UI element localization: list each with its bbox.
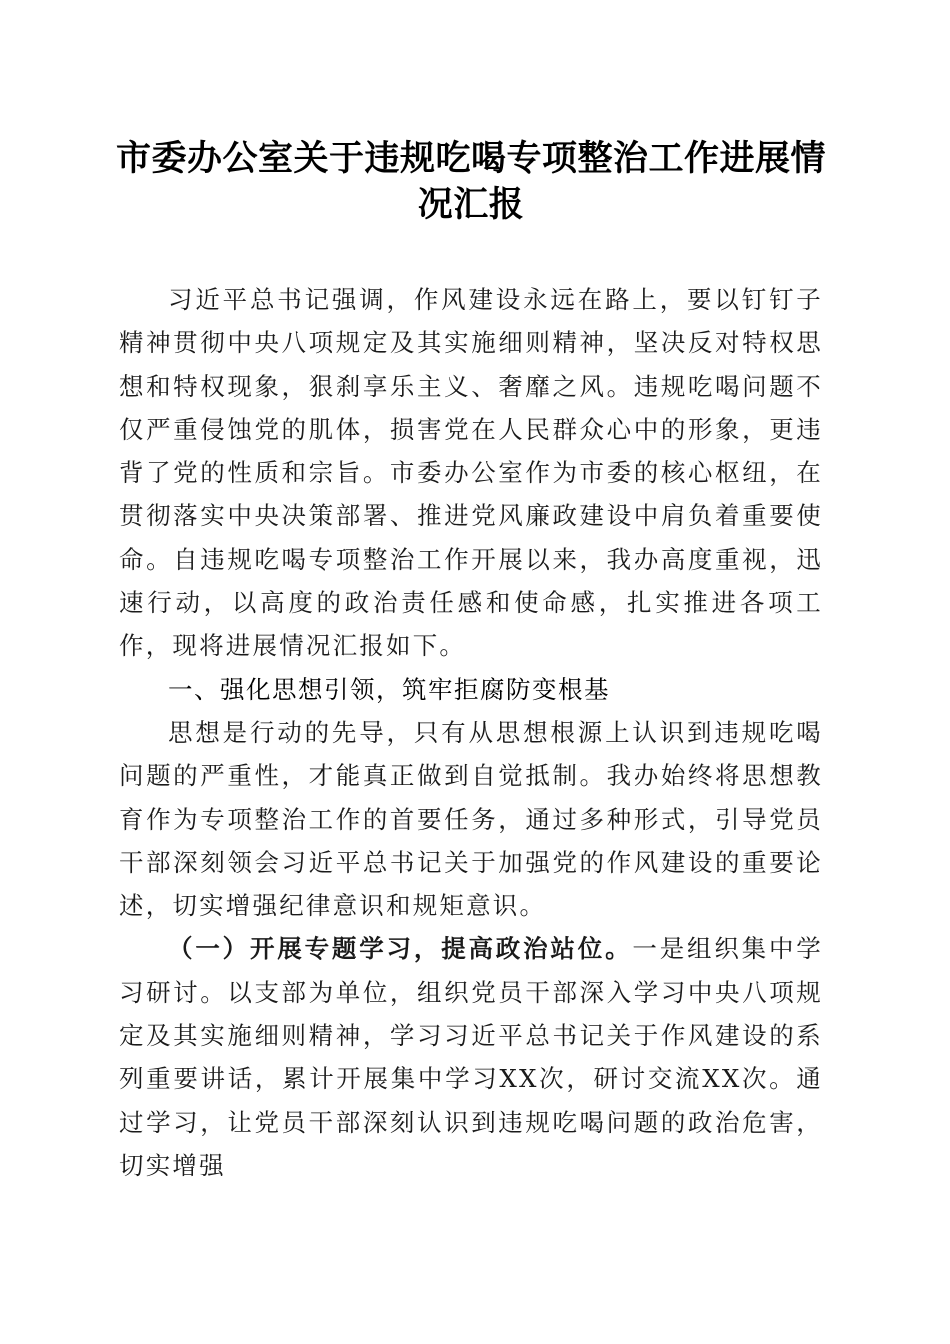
section-paragraph: 思想是行动的先导，只有从思想根源上认识到违规吃喝问题的严重性，才能真正做到自觉抵制。我办始终将思想教育作为专项整治工作的首要任务，通过多种形式，引导党员干部深刻领会习近平总书记关于加强党的作风建设的重要论述，切实增强纪律意识和规矩意识。 — [119, 717, 823, 921]
section-heading: 一、强化思想引领，筑牢拒腐防变根基 — [168, 674, 610, 704]
intro-paragraph: 习近平总书记强调，作风建设永远在路上，要以钉钉子精神贯彻中央八项规定及其实施细则精神，坚决反对特权思想和特权现象，狠刹享乐主义、奢靡之风。违规吃喝问题不仅严重侵蚀党的肌体，损害党在人民群众心中的形象，更违背了党的性质和宗旨。市委办公室作为市委的核心枢纽，在贯彻落实中央决策部署、推进党风廉政建设中肩负着重要使命。自违规吃喝专项整治工作开展以来，我办高度重视，迅速行动，以高度的政治责任感和使命感，扎实推进各项工作，现将进展情况汇报如下。 — [119, 285, 823, 661]
document-title: 市委办公室关于违规吃喝专项整治工作进展情况汇报 — [115, 138, 826, 225]
subsection-lead: （一）开展专题学习，提高政治站位。 — [168, 934, 633, 964]
document-body — [119, 278, 823, 1187]
subsection-paragraph — [119, 927, 823, 1187]
subsection-text: 一是组织集中学习研讨。以支部为单位，组织党员干部深入学习中央八项规定及其实施细则精神，学习习近平总书记关于作风建设的系列重要讲话，累计开展集中学习XX次，研讨交流XX次。通过学习，让党员干部深刻认识到违规吃喝问题的政治危害，切实增强 — [119, 934, 823, 1180]
